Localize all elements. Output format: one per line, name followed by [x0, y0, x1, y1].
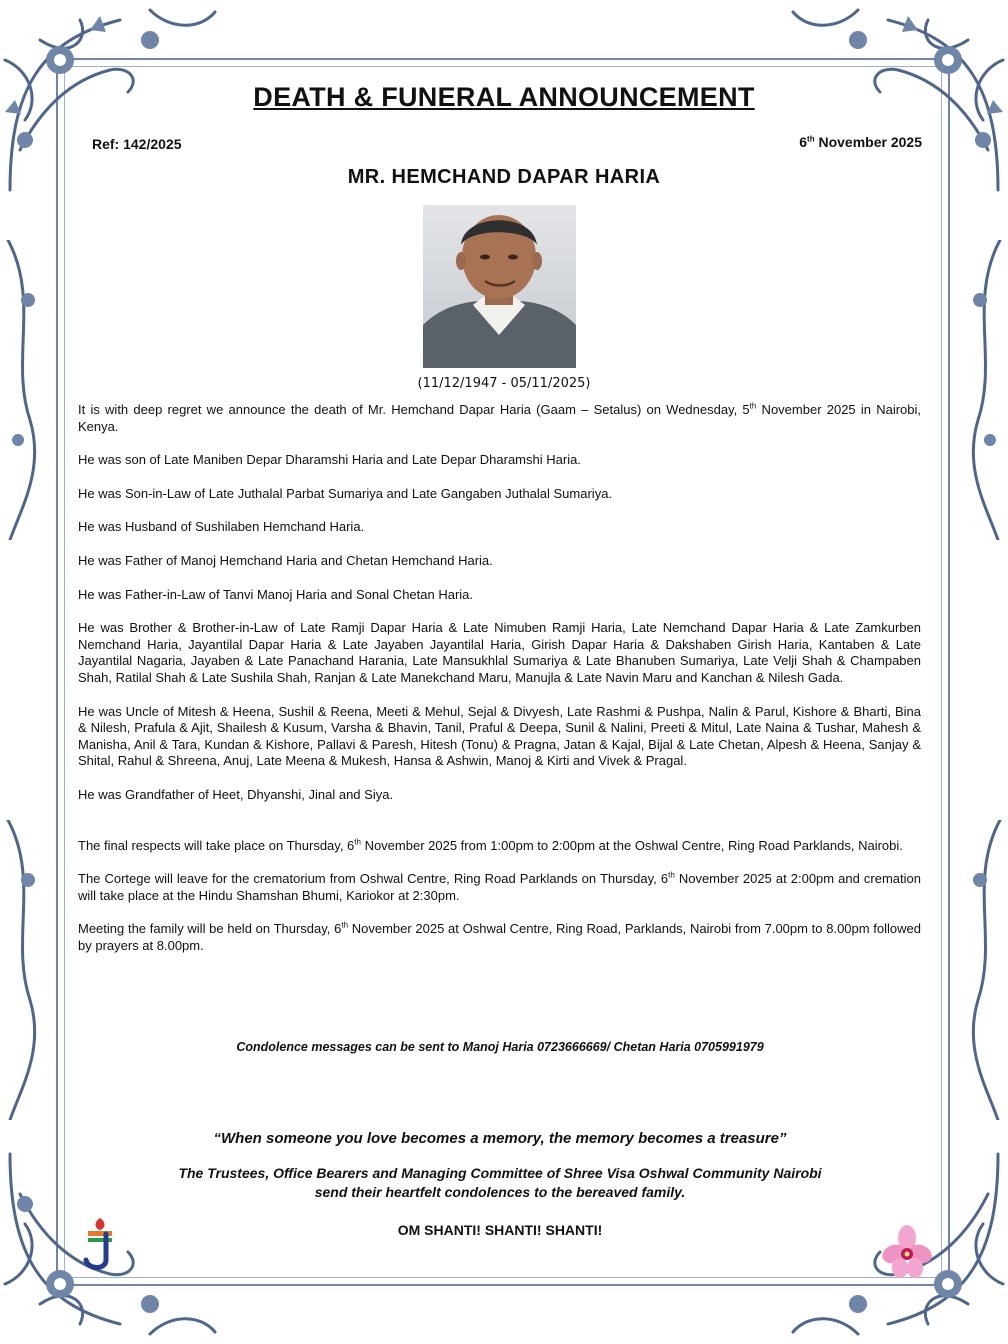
om-shanti: OM SHANTI! SHANTI! SHANTI! — [397, 1222, 603, 1238]
paragraph-death-notice: It is with deep regret we announce the death of Mr. Hemchand Dapar Haria (Gaam – Setalus) on Wednesday, 5th November 2025 in Nairobi, Kenya. — [78, 401, 922, 434]
paragraph-siblings: He was Brother & Brother-in-Law of Late Ramji Dapar Haria & Late Nimuben Ramji Haria, Late Nemchand Dapar Haria & Late Zamkurben Nemchand Haria, Jayantilal Dapar Haria & Late Jayaben Jayantilal Haria, Girish Dapar Haria & Dakshaben Girish Haria, Kantaben & Late Jayantilal Nagaria, Jayaben & Late Panachand Harania, Late Mansukhlal Sumariya & Late Bhanuben Sumariya, Late Velji Shah & Champaben Shah, Ratilal Shah & Late Sushila Shah, Ranjan & Late Manekchand Maru, Manujla & Late Navin Maru and Kanchan & Nilesh Gada. — [78, 620, 921, 685]
paragraph-final-respects: The final respects will take place on Thursday, 6th November 2025 from 1:00pm to 2:00pm at the Oshwal Centre, Ring Road Parklands, Nairobi. — [78, 837, 903, 853]
floral-side-ornament-right-lower — [948, 820, 1008, 1120]
life-dates: (11/12/1947 - 05/11/2025) — [417, 376, 591, 391]
paragraph-in-laws: He was Son-in-Law of Late Juthalal Parbat Sumariya and Late Gangaben Juthalal Sumariya. — [78, 485, 613, 501]
deceased-portrait-photo — [423, 205, 576, 368]
paragraph-nephews-nieces: He was Uncle of Mitesh & Heena, Sushil & Reena, Meeti & Mehul, Sejal & Divyesh, Late Rashmi & Pushpa, Nalin & Parul, Kishore & Bharti, Bina & Nilesh, Prafula & Ajit, Shailesh & Kusum, Varsha & Bhavin, Tanil, Praful & Deepa, Sunil & Nalini, Preeti & Mitul, Late Naina & Tushar, Mahesh & Manisha, Anil & Tara, Kundan & Kishore, Pallavi & Paresh, Hitesh (Tonu) & Pragna, Jatan & Kajal, Bijal & Late Chetan, Alpesh & Heena, Sanjay & Shital, Rahul & Shreena, Anuj, Late Meena & Mukesh, Hansa & Ashwin, Manoj & Kirti and Vivek & Pragal. — [78, 703, 921, 769]
announcement-body — [78, 402, 921, 971]
paragraph-spouse: He was Husband of Sushilaben Hemchand Haria. — [78, 519, 365, 535]
paragraph-grandchildren: He was Grandfather of Heet, Dhyanshi, Jinal and Siya. — [78, 786, 394, 802]
orchid-flower-icon — [880, 1224, 934, 1278]
announcement-date: 6th November 2025 — [799, 134, 922, 150]
trustees-condolence — [0, 1164, 1000, 1202]
paragraph-cortege: The Cortege will leave for the crematorium from Oshwal Centre, Ring Road Parklands on Thursday, 6th November 2025 at 2:00pm and cremation will take place at the Hindu Shamshan Bhumi, Kariokor at 2:30pm. — [78, 870, 921, 903]
paragraph-parents: He was son of Late Maniben Depar Dharamshi Haria and Late Depar Dharamshi Haria. — [78, 452, 581, 468]
condolence-contacts: Condolence messages can be sent to Manoj Haria 0723666669/ Chetan Haria 0705991979 — [236, 1040, 764, 1054]
oshwal-community-logo — [80, 1216, 120, 1274]
reference-number: Ref: 142/2025 — [92, 136, 182, 152]
paragraph-family-meeting: Meeting the family will be held on Thursday, 6th November 2025 at Oshwal Centre, Ring Road, Parklands, Nairobi from 7.00pm to 8.00pm followed by prayers at 8.00pm. — [78, 920, 922, 953]
deceased-name: MR. HEMCHAND DAPAR HARIA — [347, 166, 661, 188]
paragraph-children-in-law: He was Father-in-Law of Tanvi Manoj Haria and Sonal Chetan Haria. — [78, 586, 474, 602]
memorial-quote: “When someone you love becomes a memory, the memory becomes a treasure” — [213, 1130, 787, 1147]
floral-side-ornament-left-lower — [0, 820, 60, 1120]
page-title: DEATH & FUNERAL ANNOUNCEMENT — [253, 82, 755, 112]
paragraph-children: He was Father of Manoj Hemchand Haria and Chetan Hemchand Haria. — [78, 552, 493, 568]
trustees-line-1: The Trustees, Office Bearers and Managing Committee of Shree Visa Oshwal Community Nairobi — [178, 1165, 822, 1181]
trustees-line-2: send their heartfelt condolences to the bereaved family. — [314, 1184, 686, 1200]
